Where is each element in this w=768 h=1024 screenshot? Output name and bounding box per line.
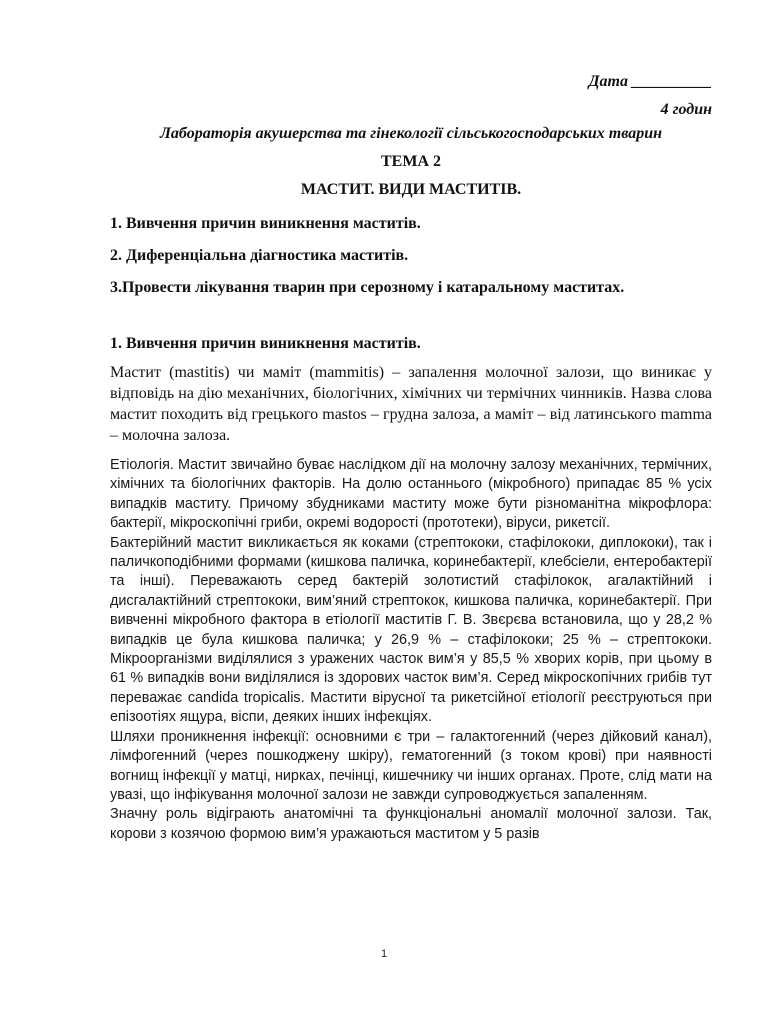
hours-label: 4 годин	[660, 101, 712, 118]
topic-title: МАСТИТ. ВИДИ МАСТИТІВ.	[300, 181, 522, 198]
topic-number: ТЕМА 2	[381, 153, 441, 170]
document-page	[110, 68, 712, 844]
body-paragraph: Етіологія. Мастит звичайно буває наслідком дії на молочну залозу механічних, термічних, хімічних та біологічних факторів. На долю останнього (мікробного) припадає 85 % усіх випадків маститу. Причому збудниками маститу може бути різноманітна мікрофлора: бактерії, мікроскопічні гриби, окремі водорості (прототеки), віруси, рикетсії.	[110, 457, 712, 532]
section-heading: 1. Вивчення причин виникнення маститів.	[110, 335, 421, 352]
intro-paragraph: Мастит (mastitis) чи маміт (mammitis) – запалення молочної залози, що виникає у відповідь на дію механічних, біологічних, хімічних чи термічних чинників. Назва слова мастит походить від грецького mastos – грудна залоза, а маміт – від латинського mamma – молочна залоза.	[110, 364, 712, 444]
body-paragraph: Шляхи проникнення інфекції: основними є три – галактогенний (через дійковий канал), лімфогенний (через пошкоджену шкіру), гематогенний (з током крові) при наявності вогнищ інфекції у матці, нирках, печінці, кишечнику чи інших органах. Проте, слід мати на увазі, що інфікування молочної залози не завжди супроводжується запаленням.	[110, 728, 712, 803]
body-paragraph: Значну роль відіграють анатомічні та функціональні аномалії молочної залози. Так, корови з козячою формою вим’я уражаються маститом у 5 разів	[110, 806, 712, 842]
page-number: 1	[380, 948, 388, 960]
task-item: 1. Вивчення причин виникнення маститів.	[110, 215, 421, 232]
date-field: Дата __________	[588, 73, 712, 90]
body-paragraph: Бактерійний мастит викликається як коками (стрептококи, стафілококи, диплококи), так і паличкоподібними формами (кишкова паличка, коринебактерії, клебсіели, ентеробактерії та інші). Переважають серед бактерій золотистий стафілокок, агалактійний і дисгалактійний стрептококи, вим’яний стрептокок, кишкова паличка, коринебактерії. При вивченні мікробного фактора в етіології маститів Г. В. Звєрєва встановила, що у 28,2 % випадків це була кишкова паличка; у 26,9 % – стафілококи; 25 % – стрептококи. Мікроорганізми виділялися з уражених часток вим’я у 85,5 % хворих корів, при цьому в 61 % випадків вони виділялися із здорових часток вим’я. Серед мікроскопічних грибів тут переважає candida tropicalis. Мастити вірусної та рикетсійної етіології реєструються при епізоотіях ящура, віспи, деяких інших інфекціях.	[110, 534, 712, 726]
laboratory-title: Лабораторія акушерства та гінекології сільськогосподарських тварин	[159, 125, 663, 142]
task-item: 3.Провести лікування тварин при серозному і катаральному маститах.	[110, 279, 625, 296]
task-item: 2. Диференціальна діагностика маститів.	[110, 247, 409, 264]
